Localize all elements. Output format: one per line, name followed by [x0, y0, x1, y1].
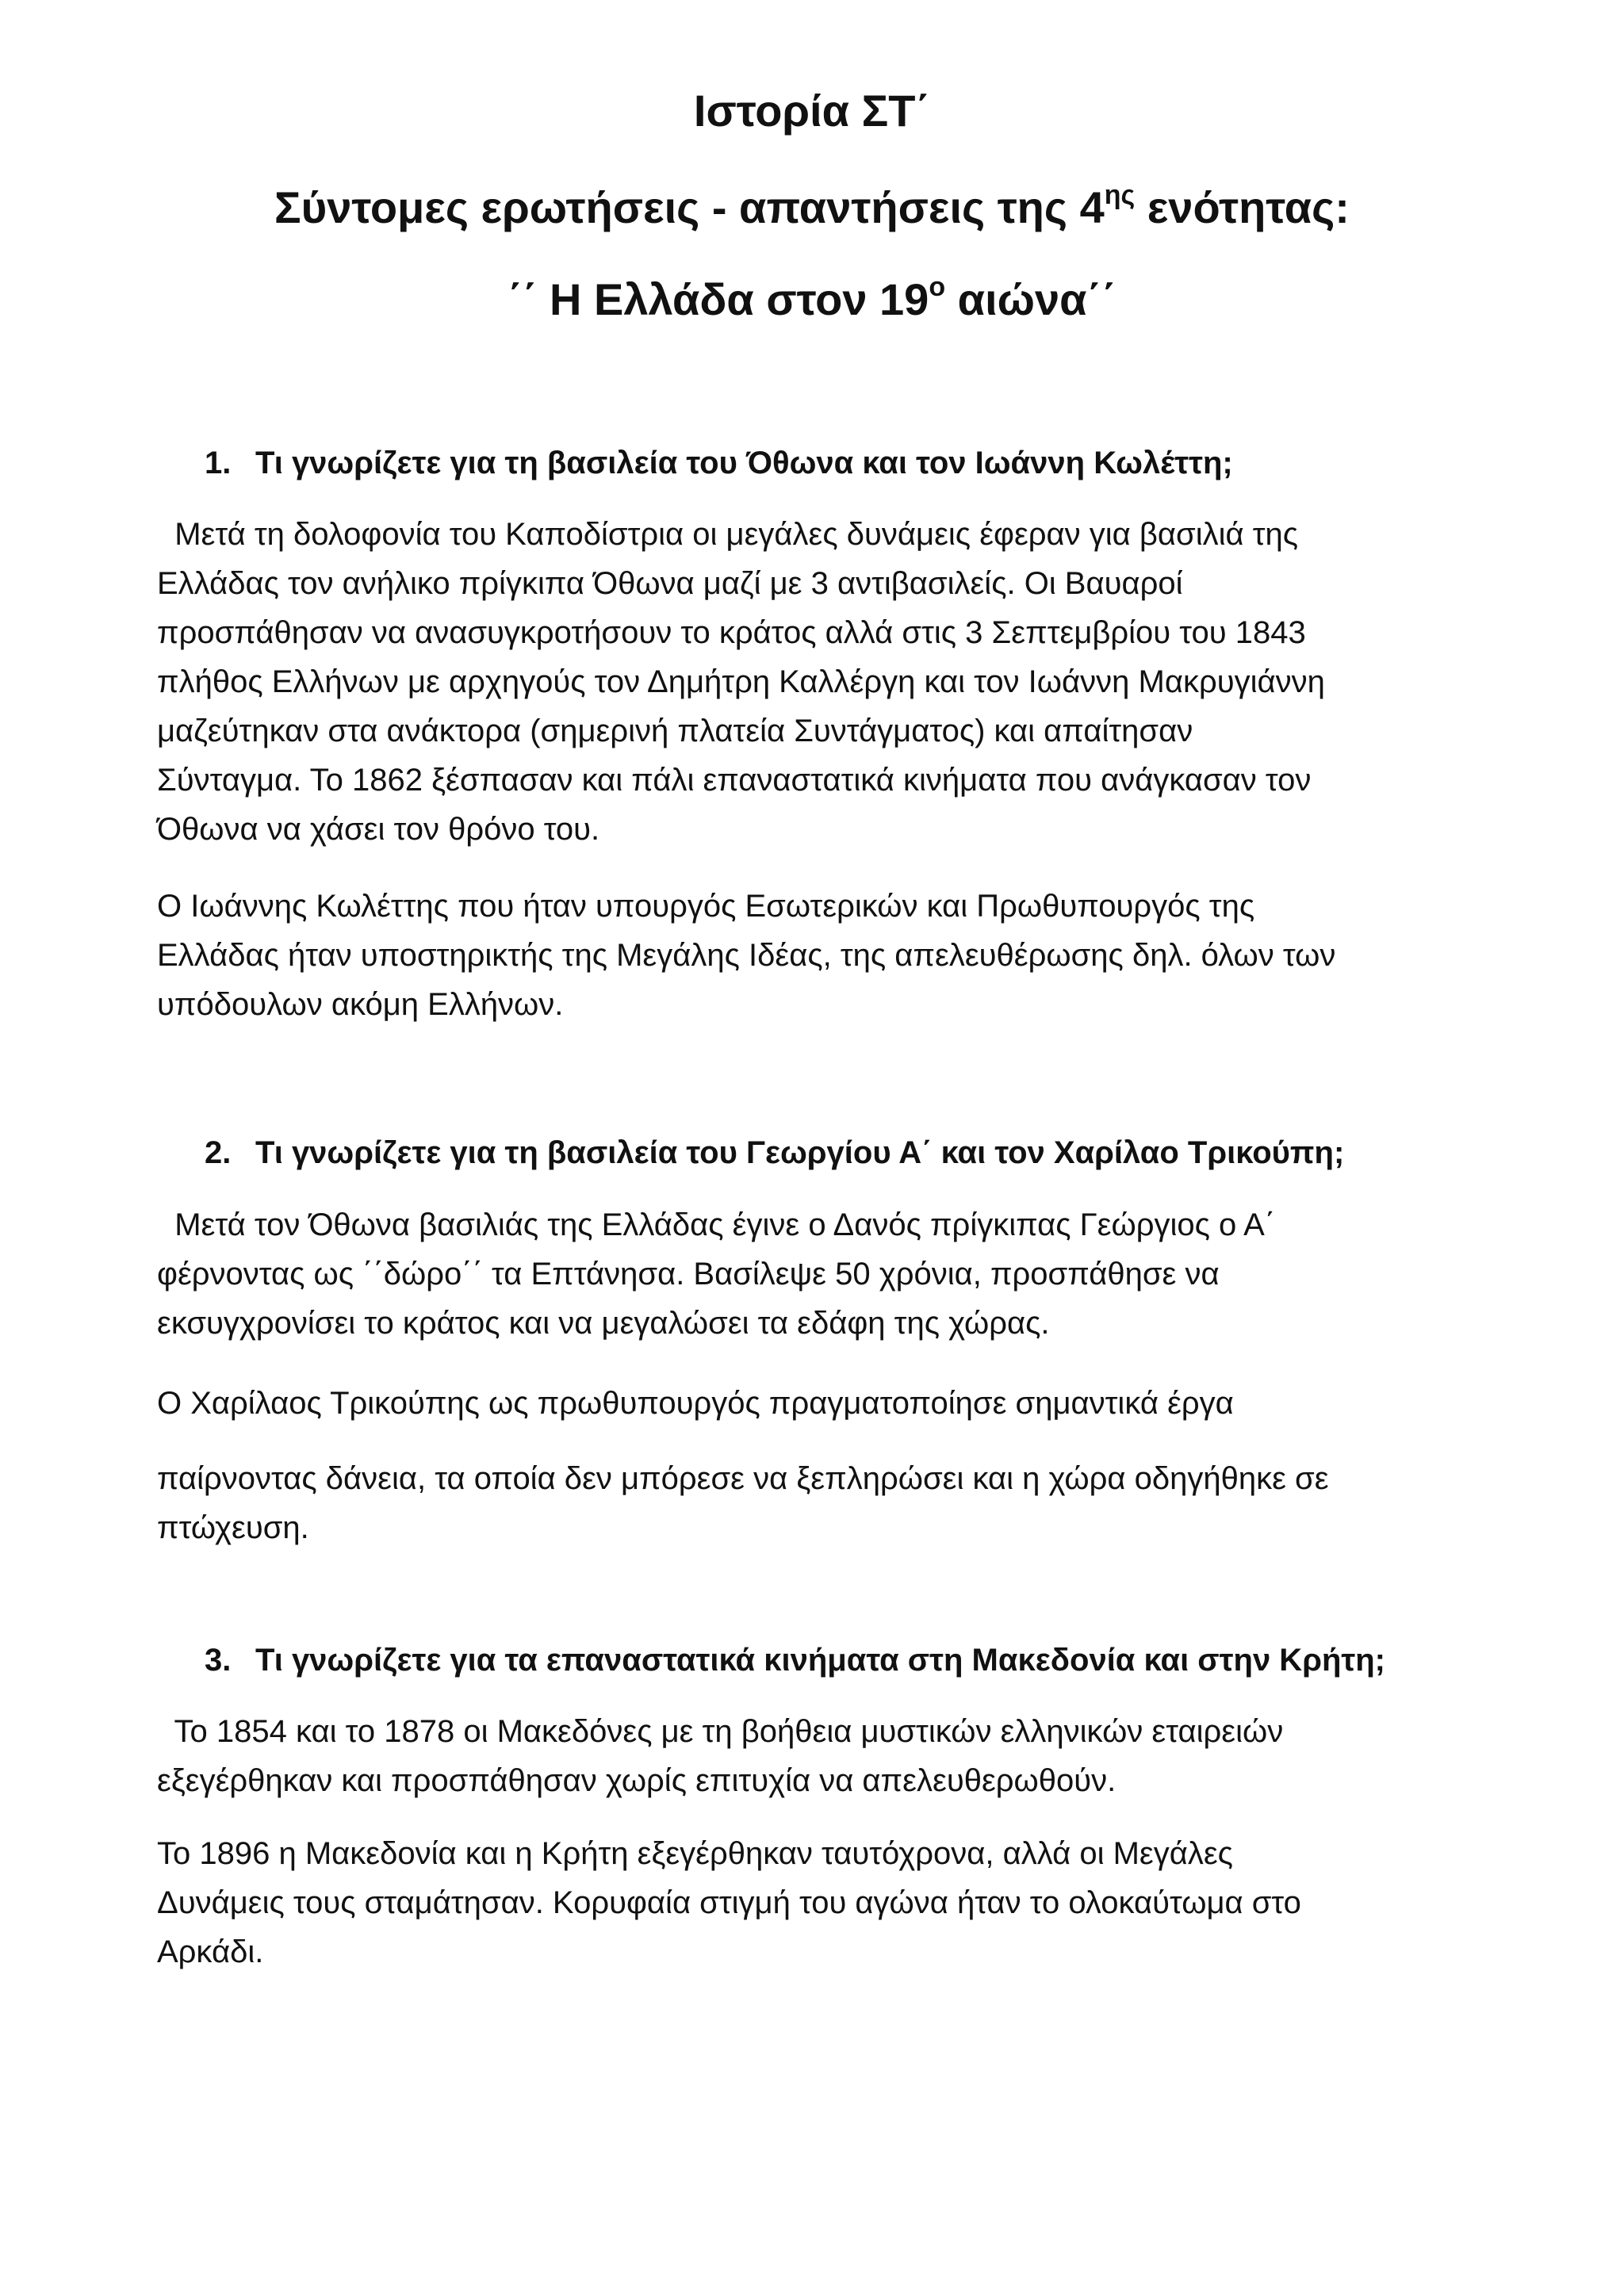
question-1: [205, 444, 1553, 482]
title-line-1: Ιστορία ΣΤ΄: [693, 86, 931, 136]
subtitle-text: Σύντομες ερωτήσεις - απαντήσεις της 4: [274, 182, 1105, 232]
paragraph-line: Δυνάμεις τους σταμάτησαν. Κορυφαία στιγμή του αγώνα ήταν το ολοκαύτωμα στο: [157, 1885, 1301, 1920]
paragraph-line: παίρνοντας δάνεια, τα οποία δεν μπόρεσε να ξεπληρώσει και η χώρα οδηγήθηκε σε: [157, 1461, 1329, 1496]
answer-2-paragraph-1: [157, 1200, 1521, 1348]
paragraph-line: Το 1896 η Μακεδονία και η Κρήτη εξεγέρθηκαν ταυτόχρονα, αλλά οι Μεγάλες: [157, 1836, 1233, 1871]
paragraph-line: φέρνοντας ως ΄΄δώρο΄΄ τα Επτάνησα. Βασίλεψε 50 χρόνια, προσπάθησε να: [157, 1257, 1220, 1292]
paragraph-line: Μετά τον Όθωνα βασιλιάς της Ελλάδας έγινε ο Δανός πρίγκιπας Γεώργιος ο Α΄: [157, 1207, 1276, 1242]
topic-superscript: ο: [929, 272, 946, 303]
document-subtitle: [0, 182, 1624, 233]
paragraph-line: πλήθος Ελλήνων με αρχηγούς τον Δημήτρη Καλλέργη και τον Ιωάννη Μακρυγιάννη: [157, 664, 1325, 699]
subtitle-text-end: ενότητας:: [1135, 182, 1350, 232]
paragraph-line: Το 1854 και το 1878 οι Μακεδόνες με τη βοήθεια μυστικών ελληνικών εταιρειών: [157, 1714, 1284, 1749]
answer-2-paragraph-3: [157, 1454, 1521, 1552]
answer-2-paragraph-2: [157, 1379, 1521, 1428]
paragraph-line: υπόδουλων ακόμη Ελλήνων.: [157, 987, 564, 1022]
paragraph-line: Σύνταγμα. Το 1862 ξέσπασαν και πάλι επαναστατικά κινήματα που ανάγκασαν τον: [157, 763, 1312, 798]
paragraph-line: Ο Ιωάννης Κωλέττης που ήταν υπουργός Εσωτερικών και Πρωθυπουργός της: [157, 889, 1255, 924]
question-number: 3.: [205, 1643, 232, 1678]
paragraph-line: πτώχευση.: [157, 1510, 309, 1545]
topic-text-end: αιώνα΄΄: [945, 274, 1116, 324]
paragraph-line: προσπάθησαν να ανασυγκροτήσουν το κράτος αλλά στις 3 Σεπτεμβρίου του 1843: [157, 615, 1306, 650]
question-2: [205, 1134, 1553, 1172]
question-number: 1.: [205, 446, 232, 480]
subtitle-superscript: ης: [1104, 180, 1136, 211]
paragraph-line: Αρκάδι.: [157, 1934, 264, 1969]
answer-3-paragraph-2: [157, 1829, 1521, 1976]
paragraph-line: μαζεύτηκαν στα ανάκτορα (σημερινή πλατεία Συντάγματος) και απαίτησαν: [157, 714, 1193, 748]
document-title: [0, 86, 1624, 136]
paragraph-line: Ελλάδας ήταν υποστηρικτής της Μεγάλης Ιδέας, της απελευθέρωσης δηλ. όλων των: [157, 938, 1336, 973]
document-topic: [0, 274, 1624, 325]
question-text: Τι γνωρίζετε για τη βασιλεία του Όθωνα και τον Ιωάννη Κωλέττη;: [255, 446, 1233, 480]
paragraph-line: Ελλάδας τον ανήλικο πρίγκιπα Όθωνα μαζί με 3 αντιβασιλείς. Οι Βαυαροί: [157, 566, 1183, 601]
answer-1-paragraph-1: [157, 510, 1521, 854]
paragraph-line: εξεγέρθηκαν και προσπάθησαν χωρίς επιτυχία να απελευθερωθούν.: [157, 1763, 1116, 1798]
question-text: Τι γνωρίζετε για τα επαναστατικά κινήματα στη Μακεδονία και στην Κρήτη;: [255, 1643, 1385, 1678]
paragraph-line: Μετά τη δολοφονία του Καποδίστρια οι μεγάλες δυνάμεις έφεραν για βασιλιά της: [157, 517, 1299, 552]
paragraph-line: Όθωνα να χάσει τον θρόνο του.: [157, 812, 600, 847]
paragraph-line: Ο Χαρίλαος Τρικούπης ως πρωθυπουργός πραγματοποίησε σημαντικά έργα: [157, 1386, 1234, 1421]
topic-text: ΄΄ Η Ελλάδα στον 19: [508, 274, 929, 324]
question-3: [205, 1641, 1553, 1679]
paragraph-line: εκσυγχρονίσει το κράτος και να μεγαλώσει τα εδάφη της χώρας.: [157, 1306, 1050, 1341]
question-text: Τι γνωρίζετε για τη βασιλεία του Γεωργίου Α΄ και τον Χαρίλαο Τρικούπη;: [255, 1135, 1345, 1170]
question-number: 2.: [205, 1135, 232, 1170]
answer-1-paragraph-2: [157, 882, 1521, 1029]
answer-3-paragraph-1: [157, 1707, 1521, 1805]
